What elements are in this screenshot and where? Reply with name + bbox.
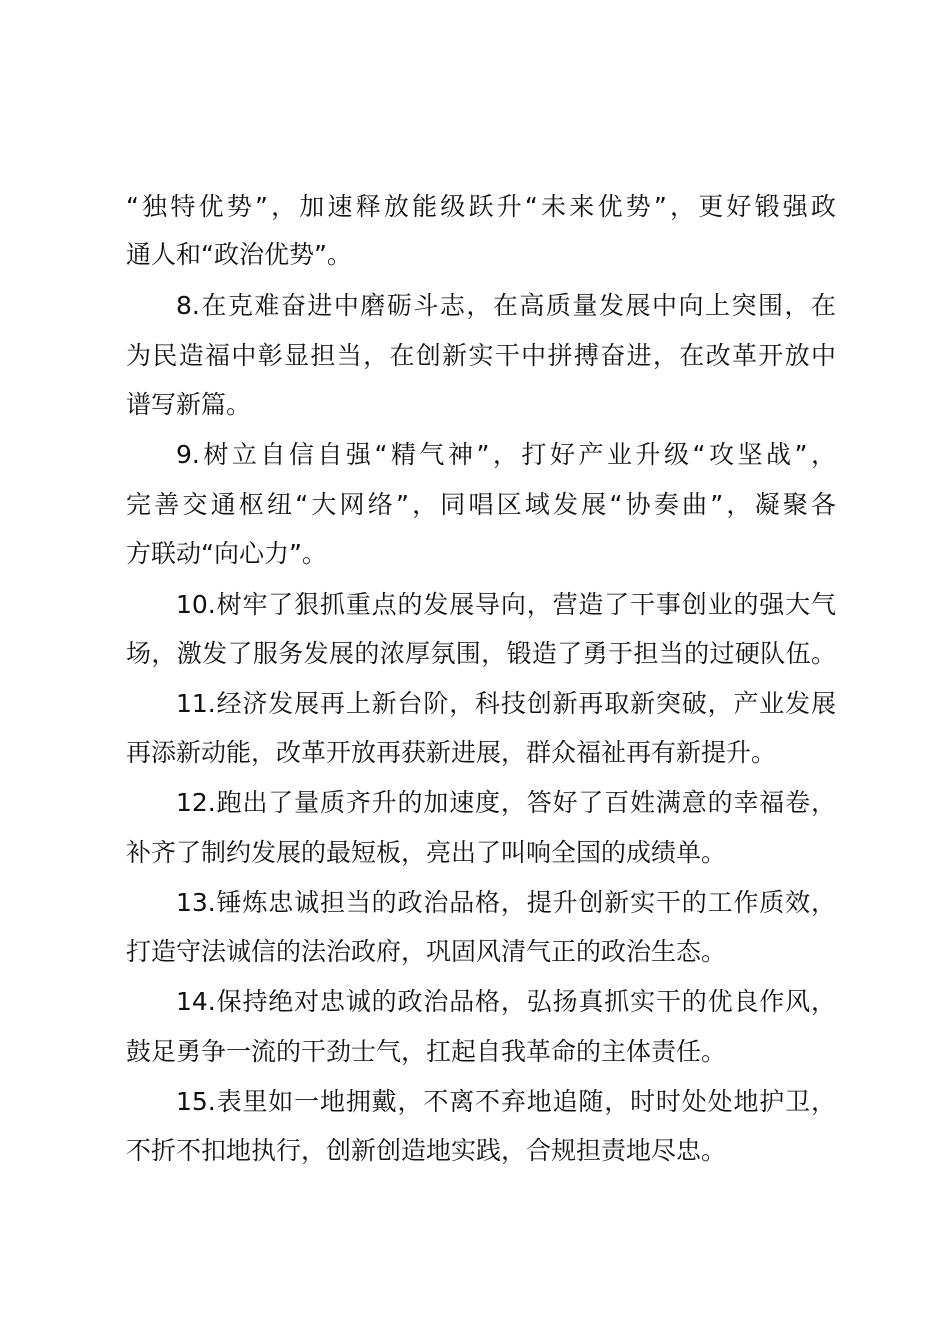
text-line: 补齐了制约发展的最短板，亮出了叫响全国的成绩单。	[126, 838, 727, 867]
text-line: 谱写新篇。	[126, 390, 252, 419]
text-line: “独特优势”，加速释放能级跃升“未来优势”，更好锻强政	[126, 192, 836, 221]
text-line: 完善交通枢纽“大网络”，同唱区域发展“协奏曲”，凝聚各	[126, 490, 836, 519]
text-line: 9.树立自信自强“精气神”，打好产业升级“攻坚战”，	[176, 440, 836, 469]
text-line: 场，激发了服务发展的浓厚氛围，锻造了勇于担当的过硬队伍。	[126, 639, 836, 668]
text-line: 12.跑出了量质齐升的加速度，答好了百姓满意的幸福卷，	[176, 788, 836, 817]
text-line: 11.经济发展再上新台阶，科技创新再取新突破，产业发展	[176, 689, 836, 718]
text-line: 13.锤炼忠诚担当的政治品格，提升创新实干的工作质效，	[176, 888, 836, 917]
text-line: 打造守法诚信的法治政府，巩固风清气正的政治生态。	[126, 937, 727, 966]
text-line: 方联动“向心力”。	[126, 539, 327, 568]
text-line: 再添新动能，改革开放再获新进展，群众福祉再有新提升。	[126, 738, 777, 767]
text-line: 鼓足勇争一流的干劲士气，扛起自我革命的主体责任。	[126, 1037, 727, 1066]
text-line: 14.保持绝对忠诚的政治品格，弘扬真抓实干的优良作风，	[176, 987, 836, 1016]
text-line: 为民造福中彰显担当，在创新实干中拼搏奋进，在改革开放中	[126, 341, 836, 370]
text-line: 8.在克难奋进中磨砺斗志，在高质量发展中向上突围，在	[176, 291, 836, 320]
text-line: 不折不扣地执行，创新创造地实践，合规担责地尽忠。	[126, 1136, 727, 1165]
text-line: 10.树牢了狠抓重点的发展导向，营造了干事创业的强大气	[176, 590, 836, 619]
text-line: 15.表里如一地拥戴，不离不弃地追随，时时处处地护卫，	[176, 1087, 836, 1116]
text-line: 通人和“政治优势”。	[126, 240, 352, 269]
